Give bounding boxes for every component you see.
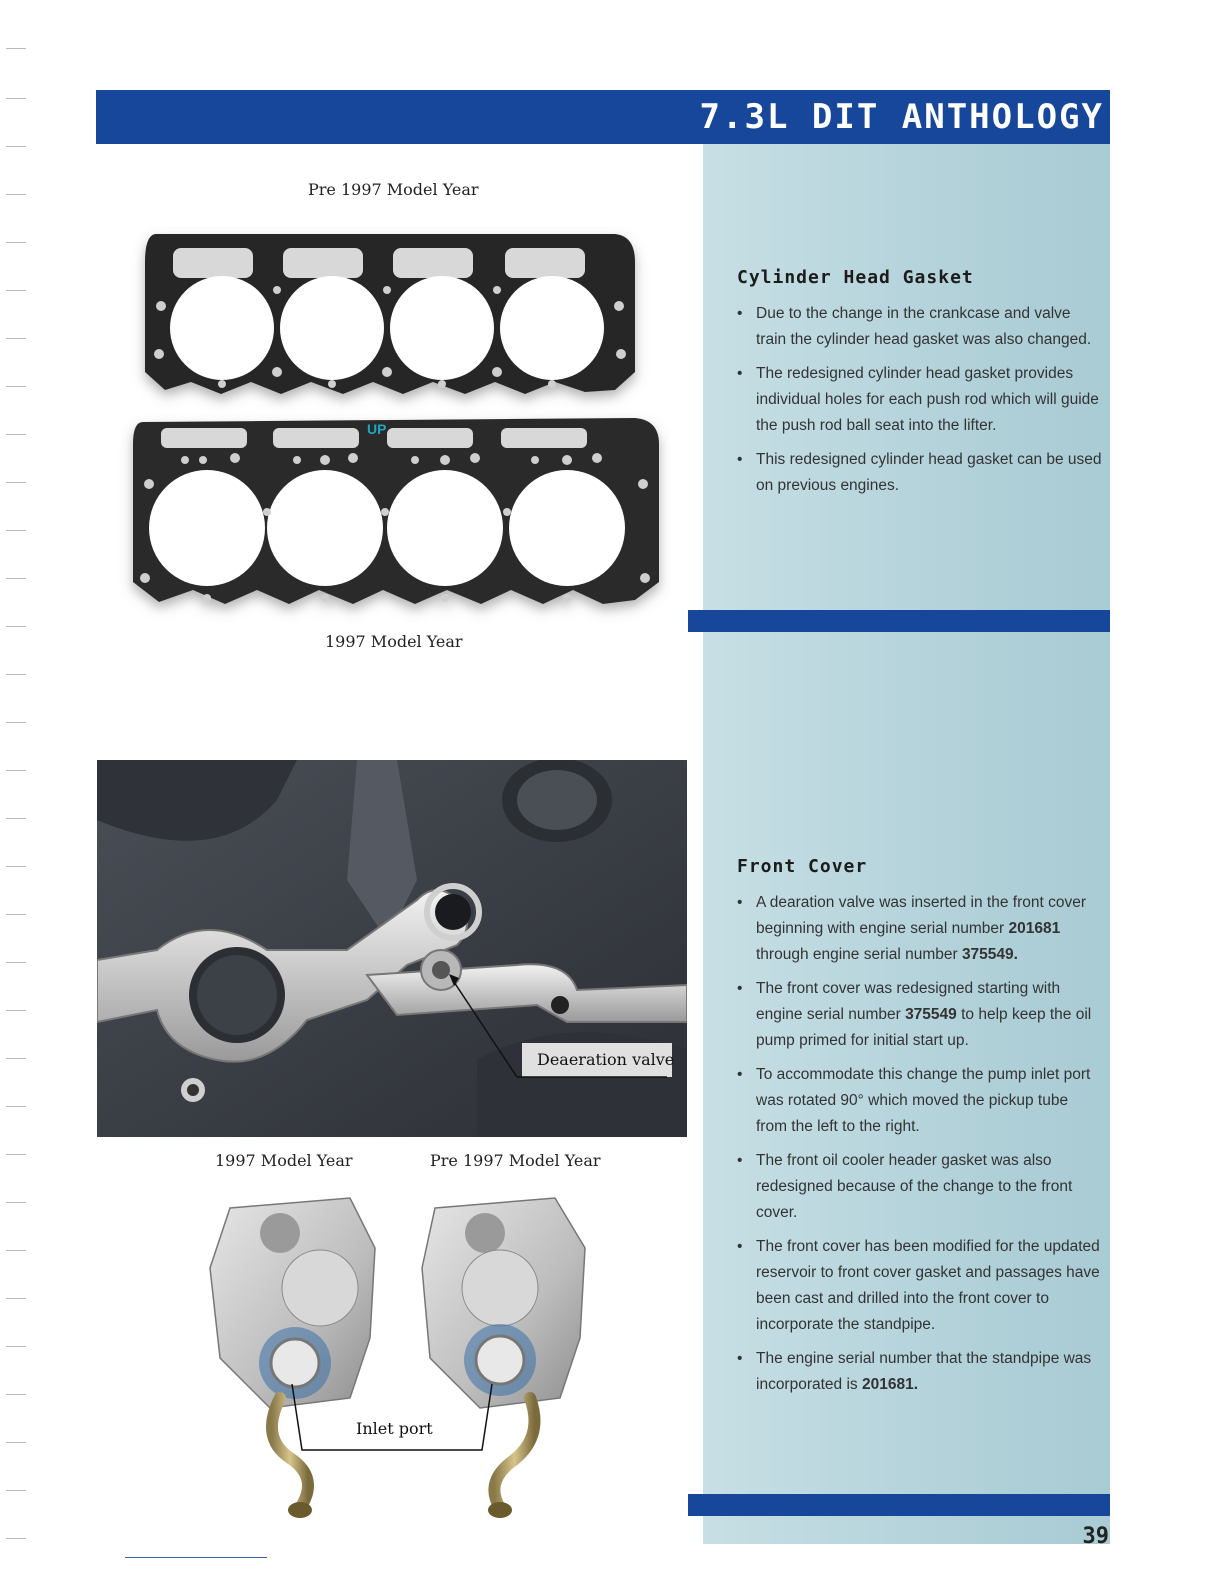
serial-number: 375549 [905, 1006, 957, 1023]
list-item: • The front oil cooler header gasket was also redesigned because of the change to the front cover. [737, 1148, 1103, 1226]
serial-number: 201681. [861, 1376, 919, 1393]
header-bar [96, 90, 1110, 144]
front-cover-pre1997 [422, 1198, 585, 1518]
list-item: • This redesigned cylinder head gasket can be used on previous engines. [737, 447, 1103, 499]
gasket-caption-pre1997: Pre 1997 Model Year [308, 180, 479, 199]
list-item: • The redesigned cylinder head gasket provides individual holes for each push rod which will guide the push rod ball seat into the lifter. [737, 361, 1103, 439]
page-title: 7.3L DIT ANTHOLOGY [699, 97, 1104, 137]
front-cover-1997 [210, 1198, 375, 1518]
serial-number: 201681 [1008, 920, 1061, 937]
deaeration-photo [97, 760, 687, 1137]
deaeration-callout: Deaeration valve [537, 1050, 675, 1069]
section-divider [688, 610, 1110, 632]
list-item: • A dearation valve was inserted in the front cover beginning with engine serial number 201681 through engine serial number 375549. [737, 890, 1103, 968]
inlet-port-label: Inlet port [356, 1419, 433, 1438]
gasket-up-marker: UP [367, 421, 387, 437]
gasket-caption-1997: 1997 Model Year [325, 632, 463, 651]
front-cover-list [737, 890, 1103, 1406]
list-item: • The engine serial number that the standpipe was incorporated is 201681. [737, 1346, 1103, 1398]
list-item: • To accommodate this change the pump inlet port was rotated 90° which moved the pickup tube from the left to the right. [737, 1062, 1103, 1140]
list-item: • The front cover has been modified for the updated reservoir to front cover gasket and passages have been cast and drilled into the front cover to incorporate the standpipe. [737, 1234, 1103, 1338]
cylinder-head-gasket-heading: Cylinder Head Gasket [737, 267, 974, 288]
front-covers-photo [200, 1188, 620, 1532]
list-item: • The front cover was redesigned starting with engine serial number 375549 to help keep the oil pump primed for initial start up. [737, 976, 1103, 1054]
cylinder-head-gasket-list [737, 301, 1103, 507]
front-cover-caption-pre1997: Pre 1997 Model Year [430, 1151, 601, 1170]
list-item: • Due to the change in the crankcase and valve train the cylinder head gasket was also changed. [737, 301, 1103, 353]
front-cover-heading: Front Cover [737, 856, 868, 877]
front-cover-caption-1997: 1997 Model Year [215, 1151, 353, 1170]
serial-number: 375549. [961, 946, 1018, 963]
footnote-rule [125, 1557, 267, 1558]
gasket-pre1997 [145, 234, 635, 394]
head-gasket-photo [115, 222, 670, 632]
footer-divider [688, 1494, 1110, 1516]
gasket-1997 [133, 418, 659, 604]
page-number: 39 [1082, 1524, 1109, 1549]
